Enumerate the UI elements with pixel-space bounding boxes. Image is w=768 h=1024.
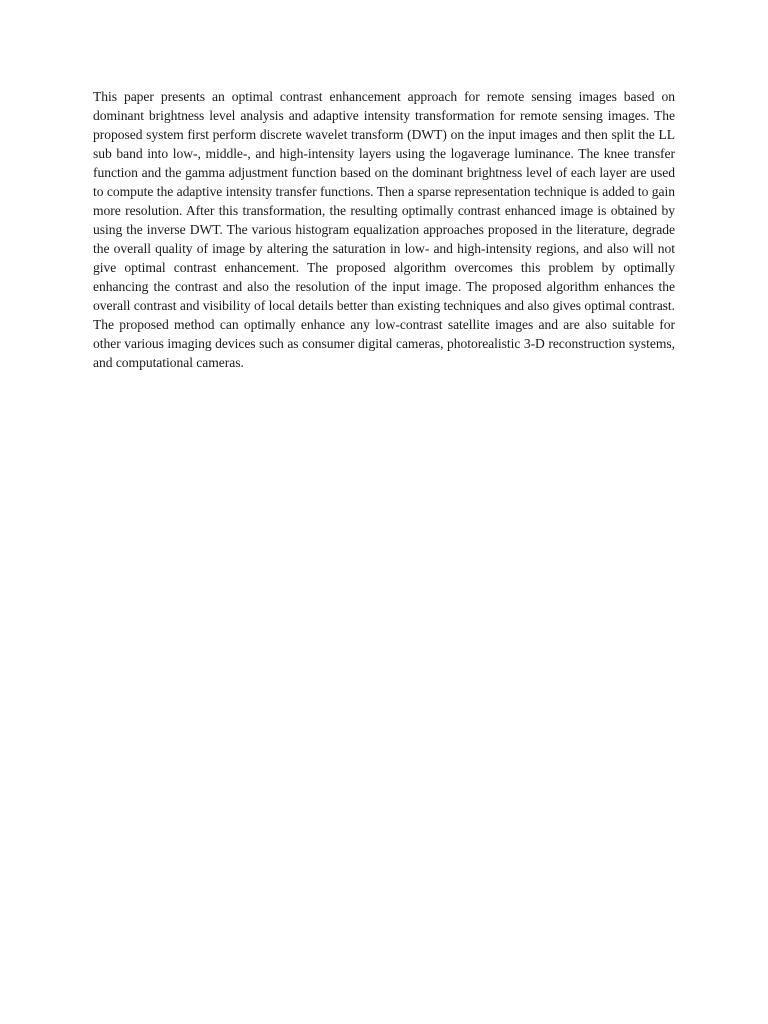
abstract-paragraph: This paper presents an optimal contrast enhancement approach for remote sensing images based on dominant brightness level analysis and adaptive intensity transformation for remote sensing images. The proposed system first perform discrete wavelet transform (DWT) on the input images and then split the LL sub band into low-, middle-, and high-intensity layers using the logaverage luminance. The knee transfer function and the gamma adjustment function based on the dominant brightness level of each layer are used to compute the adaptive intensity transfer functions. Then a sparse representation technique is added to gain more resolution. After this transformation, the resulting optimally contrast enhanced image is obtained by using the inverse DWT. The various histogram equalization approaches proposed in the literature, degrade the overall quality of image by altering the saturation in low- and high-intensity regions, and also will not give optimal contrast enhancement. The proposed algorithm overcomes this problem by optimally enhancing the contrast and also the resolution of the input image. The proposed algorithm enhances the overall contrast and visibility of local details better than existing techniques and also gives optimal contrast. The proposed method can optimally enhance any low-contrast satellite images and are also suitable for other various imaging devices such as consumer digital cameras, photorealistic 3-D reconstruction systems, and computational cameras.	[93, 89, 675, 370]
